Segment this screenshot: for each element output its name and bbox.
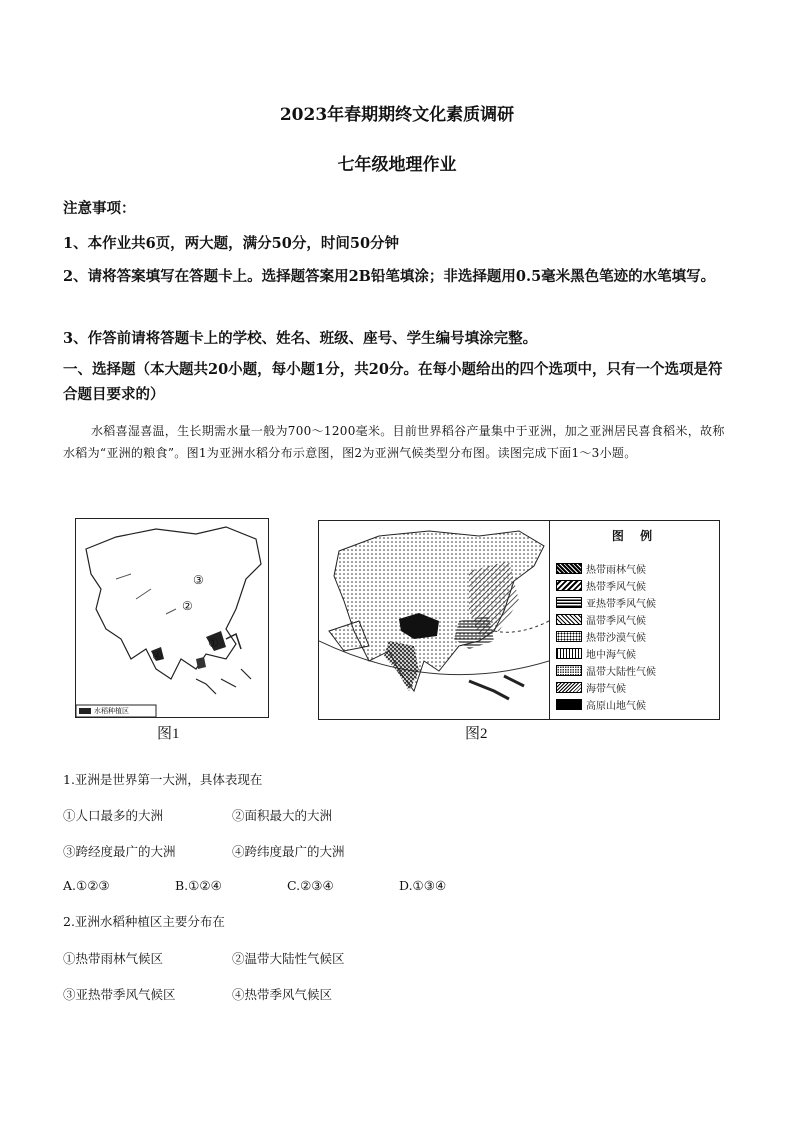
question-2-item: ②温带大陆性气候区 [232, 951, 345, 966]
legend-rice-area: 水稻种植区 [94, 707, 129, 715]
asia-climate-map [319, 521, 549, 719]
question-1-item: ①人口最多的大洲 [63, 808, 164, 823]
legend-item [556, 595, 656, 610]
legend-label: 海带气候 [586, 684, 626, 695]
legend-item [556, 697, 646, 712]
legend-swatch [556, 682, 582, 693]
marker-2: ② [182, 599, 193, 613]
legend-swatch [556, 614, 582, 625]
notice-item-2: 2、请将答案填写在答题卡上。选择题答案用2B铅笔填涂；非选择题用0.5毫米黑色笔迹的水笔填写。 [63, 268, 716, 285]
legend-swatch [556, 631, 582, 642]
legend-item [556, 578, 646, 593]
legend-swatch [556, 563, 582, 574]
notice-item-3: 3、作答前请将答题卡上的学校、姓名、班级、座号、学生编号填涂完整。 [63, 330, 538, 347]
legend-label: 高原山地气候 [586, 701, 646, 712]
legend-label: 热带雨林气候 [586, 565, 646, 576]
legend-swatch [556, 699, 582, 710]
section-heading: 一、选择题（本大题共20小题，每小题1分，共20分。在每小题给出的四个选项中，只有一个选项是符合题目要求的） [63, 361, 723, 403]
legend-item [556, 629, 646, 644]
figure2-map [318, 520, 720, 720]
question-1-option-a: A.①②③ [63, 878, 110, 893]
legend-swatch [556, 597, 582, 608]
legend-item [556, 612, 646, 627]
figure1-caption: 图1 [157, 726, 180, 742]
legend-item [556, 561, 646, 576]
asia-rice-map [76, 519, 268, 717]
legend-item [556, 646, 636, 661]
question-2-item: ③亚热带季风气候区 [63, 987, 176, 1002]
reading-passage: 水稻喜湿喜温，生长期需水量一般为700～1200毫米。目前世界稻谷产量集中于亚洲，加之亚洲居民喜食稻米，故称水稻为“亚洲的粮食”。图1为亚洲水稻分布示意图，图2为亚洲气候类型分布图。读图完成下面1～3小题。 [63, 424, 725, 460]
page-title: 2023年春期期终文化素质调研 [279, 105, 515, 125]
question-1-item: ③跨经度最广的大洲 [63, 844, 176, 859]
question-1-option-b: B.①②④ [175, 878, 222, 893]
legend-swatch [556, 580, 582, 591]
question-2-item: ①热带雨林气候区 [63, 951, 164, 966]
climate-legend [549, 521, 720, 719]
legend-swatch [556, 648, 582, 659]
legend-label: 温带大陆性气候 [586, 667, 656, 678]
marker-4: ④ [152, 649, 163, 663]
marker-3: ③ [193, 573, 204, 587]
notice-heading: 注意事项： [63, 200, 136, 217]
legend-title: 图 例 [611, 529, 659, 543]
legend-label: 热带沙漠气候 [586, 633, 646, 644]
question-1-item: ②面积最大的大洲 [232, 808, 333, 823]
question-1-stem: 1.亚洲是世界第一大洲，具体表现在 [63, 772, 263, 787]
question-1-item: ④跨纬度最广的大洲 [232, 844, 345, 859]
legend-label: 热带季风气候 [586, 582, 646, 593]
legend-item [556, 680, 626, 695]
question-2-item: ④热带季风气候区 [232, 987, 333, 1002]
page-subtitle: 七年级地理作业 [337, 155, 457, 175]
figure1-map [75, 518, 269, 718]
question-1-option-c: C.②③④ [287, 878, 334, 893]
marker-1: ① [208, 636, 219, 650]
legend-label: 亚热带季风气候 [586, 599, 656, 610]
question-1-option-d: D.①③④ [399, 878, 447, 893]
legend-label: 温带季风气候 [586, 616, 646, 627]
notice-item-1: 1、本作业共6页，两大题，满分50分，时间50分钟 [63, 235, 400, 252]
question-2-stem: 2.亚洲水稻种植区主要分布在 [63, 914, 225, 929]
legend-swatch [556, 665, 582, 676]
figure2-caption: 图2 [465, 726, 488, 742]
legend-item [556, 663, 656, 678]
legend-label: 地中海气候 [586, 650, 636, 661]
